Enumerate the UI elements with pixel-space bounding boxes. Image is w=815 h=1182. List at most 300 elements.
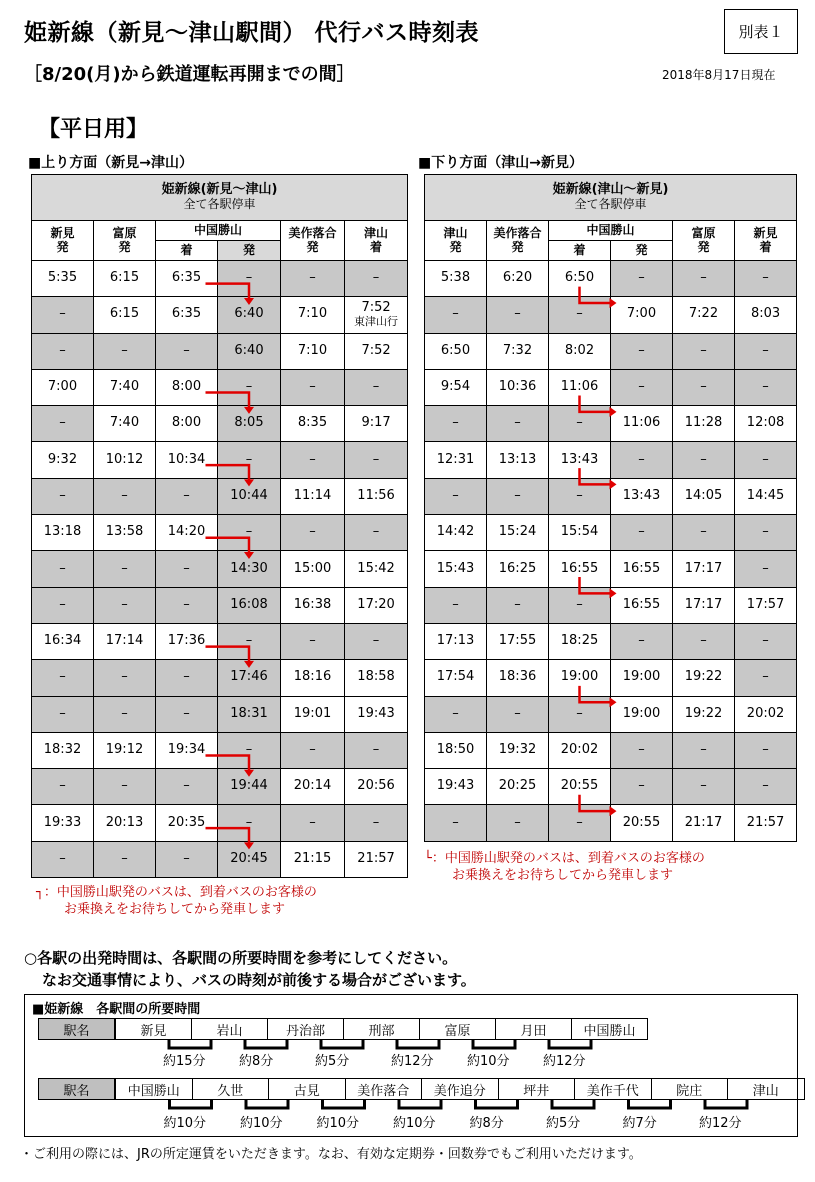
down-row <box>425 587 797 623</box>
station-name: 久世 <box>192 1078 270 1100</box>
down-cell: 11:28 <box>673 406 735 442</box>
down-cell: 19:22 <box>673 660 735 696</box>
up-cell: 7:00 <box>32 369 94 405</box>
travel-time-title: ■姫新線 各駅間の所要時間 <box>32 1002 201 1017</box>
down-table-title <box>425 175 797 221</box>
up-cell: 8:00 <box>156 406 218 442</box>
up-cell: 14:30 <box>218 551 281 587</box>
down-cell: 7:32 <box>487 333 549 369</box>
down-cell: – <box>611 261 673 297</box>
down-cell: – <box>487 297 549 333</box>
down-row <box>425 369 797 405</box>
up-cell: – <box>281 623 345 659</box>
up-cell: – <box>94 660 156 696</box>
down-cell: – <box>549 696 611 732</box>
up-cell: – <box>94 551 156 587</box>
up-line-name: 姫新線(新見～津山) <box>161 182 278 198</box>
up-cell: – <box>94 478 156 514</box>
down-cell: – <box>735 369 797 405</box>
up-col-tsuyama: 津山 着 <box>345 221 408 261</box>
weekday-heading: 【平日用】 <box>38 117 149 142</box>
up-row <box>32 442 408 478</box>
up-cell: 7:40 <box>94 369 156 405</box>
up-cell: 16:08 <box>218 587 281 623</box>
up-row <box>32 333 408 369</box>
up-cell: – <box>281 805 345 841</box>
down-cell: – <box>735 551 797 587</box>
appendix-label: 別表１ <box>724 9 798 54</box>
duration-label: 約8分 <box>469 1116 504 1131</box>
up-cell: 13:18 <box>32 515 94 551</box>
down-cell: 5:38 <box>425 261 487 297</box>
fare-footer: ・ご利用の際には、JRの所定運賃をいただきます。なお、有効な定期券・回数券でもご利用いただけます。 <box>20 1147 642 1162</box>
station-label: 駅名 <box>38 1018 115 1040</box>
page-title: 姫新線（新見～津山駅間） 代行バス時刻表 <box>24 20 480 46</box>
up-cell: 8:35 <box>281 406 345 442</box>
down-cell: 19:00 <box>549 660 611 696</box>
up-cell: – <box>32 660 94 696</box>
down-cell: 7:22 <box>673 297 735 333</box>
up-cell: – <box>281 515 345 551</box>
down-cell: 16:55 <box>611 587 673 623</box>
down-cell: 17:57 <box>735 587 797 623</box>
up-row <box>32 515 408 551</box>
up-cell: – <box>218 261 281 297</box>
down-cell: 17:17 <box>673 587 735 623</box>
up-cell: – <box>345 369 408 405</box>
up-cell: – <box>32 587 94 623</box>
up-cell: 21:15 <box>281 841 345 877</box>
down-col-tomihara: 富原 発 <box>673 221 735 261</box>
up-cell: – <box>218 732 281 768</box>
up-cell: 15:42 <box>345 551 408 587</box>
down-row <box>425 478 797 514</box>
down-cell: 10:36 <box>487 369 549 405</box>
duration-label: 約5分 <box>546 1116 581 1131</box>
station-name: 院庄 <box>651 1078 729 1100</box>
down-row <box>425 732 797 768</box>
down-cell: 16:25 <box>487 551 549 587</box>
up-cell: – <box>32 696 94 732</box>
down-cell: – <box>487 696 549 732</box>
up-cell: – <box>281 369 345 405</box>
down-cell: 17:17 <box>673 551 735 587</box>
up-cell: 20:56 <box>345 769 408 805</box>
down-cell: – <box>735 732 797 768</box>
down-cell: – <box>549 297 611 333</box>
station-name: 美作千代 <box>574 1078 652 1100</box>
down-cell: 8:02 <box>549 333 611 369</box>
up-cell: 7:10 <box>281 333 345 369</box>
down-line-name: 姫新線(津山～新見) <box>552 182 669 198</box>
up-direction-label: ■上り方面（新見→津山） <box>28 155 193 171</box>
down-cell: 14:42 <box>425 515 487 551</box>
up-cell: – <box>32 406 94 442</box>
station-name: 中国勝山 <box>115 1078 193 1100</box>
up-row <box>32 660 408 696</box>
up-transfer-note: ┐：中国勝山駅発のバスは、到着バスのお客様の お乗換えをお待ちしてから発車します <box>36 885 317 917</box>
up-cell: – <box>156 696 218 732</box>
down-cell: – <box>425 478 487 514</box>
duration-label: 約12分 <box>391 1054 434 1069</box>
down-cell: – <box>735 623 797 659</box>
down-row <box>425 696 797 732</box>
up-cell: 16:34 <box>32 623 94 659</box>
transfer-arrow-icon: └ <box>424 851 432 866</box>
down-cell: 19:00 <box>611 660 673 696</box>
up-cell: 17:20 <box>345 587 408 623</box>
up-cell: 7:10 <box>281 297 345 333</box>
down-cell: 18:25 <box>549 623 611 659</box>
up-cell: 6:15 <box>94 297 156 333</box>
down-cell: 17:55 <box>487 623 549 659</box>
down-cell: – <box>735 442 797 478</box>
station-name: 美作落合 <box>345 1078 423 1100</box>
down-col-tsuyama: 津山 発 <box>425 221 487 261</box>
up-row <box>32 369 408 405</box>
down-cell: – <box>611 369 673 405</box>
down-cell: 19:22 <box>673 696 735 732</box>
down-cell: 21:57 <box>735 805 797 841</box>
down-cell: – <box>549 587 611 623</box>
up-cell: – <box>156 587 218 623</box>
down-row <box>425 261 797 297</box>
down-cell: 12:08 <box>735 406 797 442</box>
up-row <box>32 769 408 805</box>
up-cell: 7:52 <box>345 333 408 369</box>
higashi-tsuyama-note: 東津山行 <box>354 315 399 329</box>
up-cell: 20:13 <box>94 805 156 841</box>
up-cell: – <box>32 841 94 877</box>
up-cell: 6:40 <box>218 297 281 333</box>
down-col-chugoku-arr: 着 <box>549 241 611 261</box>
up-cell: 18:58 <box>345 660 408 696</box>
down-cell: – <box>611 442 673 478</box>
up-cell: – <box>94 769 156 805</box>
down-cell: 13:43 <box>611 478 673 514</box>
up-cell: 9:32 <box>32 442 94 478</box>
up-row <box>32 841 408 877</box>
up-cell: 17:14 <box>94 623 156 659</box>
down-transfer-note: └：中国勝山駅発のバスは、到着バスのお客様の お乗換えをお待ちしてから発車します <box>424 851 705 883</box>
down-cell: – <box>673 333 735 369</box>
down-cell: – <box>425 297 487 333</box>
up-cell: 8:05 <box>218 406 281 442</box>
down-col-chugoku-dep: 発 <box>611 241 673 261</box>
up-cell: – <box>345 261 408 297</box>
up-cell: 19:12 <box>94 732 156 768</box>
down-cell: – <box>673 261 735 297</box>
down-cell: 7:00 <box>611 297 673 333</box>
up-col-chugoku-arr: 着 <box>156 241 218 261</box>
down-row <box>425 623 797 659</box>
up-cell: – <box>156 660 218 696</box>
down-cell: 21:17 <box>673 805 735 841</box>
down-cell: – <box>673 769 735 805</box>
station-name: 丹治部 <box>267 1018 344 1040</box>
down-cell: 14:45 <box>735 478 797 514</box>
up-cell: 21:57 <box>345 841 408 877</box>
station-name: 刑部 <box>343 1018 420 1040</box>
down-cell: – <box>673 369 735 405</box>
up-cell: – <box>281 261 345 297</box>
down-cell: 6:20 <box>487 261 549 297</box>
up-cell: 11:56 <box>345 478 408 514</box>
up-cell: – <box>94 696 156 732</box>
up-row <box>32 551 408 587</box>
up-cell: 6:15 <box>94 261 156 297</box>
down-cell: 15:54 <box>549 515 611 551</box>
down-cell: 18:36 <box>487 660 549 696</box>
duration-label: 約12分 <box>699 1116 742 1131</box>
up-row <box>32 478 408 514</box>
down-cell: – <box>549 406 611 442</box>
up-col-chugoku-dep: 発 <box>218 241 281 261</box>
up-cell: – <box>32 333 94 369</box>
up-cell: 14:20 <box>156 515 218 551</box>
up-cell: 11:14 <box>281 478 345 514</box>
as-of-date: 2018年8月17日現在 <box>662 68 776 82</box>
down-cell: 6:50 <box>549 261 611 297</box>
up-cell: 6:35 <box>156 261 218 297</box>
up-cell: – <box>32 551 94 587</box>
down-cell: 14:05 <box>673 478 735 514</box>
up-cell: – <box>345 732 408 768</box>
up-cell: – <box>94 841 156 877</box>
down-cell: – <box>611 769 673 805</box>
station-name: 月田 <box>495 1018 572 1040</box>
down-cell: – <box>735 261 797 297</box>
notice-line-2: なお交通事情により、バスの時刻が前後する場合がございます。 <box>42 971 476 989</box>
down-cell: – <box>487 478 549 514</box>
up-row <box>32 805 408 841</box>
down-row <box>425 406 797 442</box>
down-cell: 17:13 <box>425 623 487 659</box>
down-cell: 20:55 <box>611 805 673 841</box>
down-cell: 11:06 <box>611 406 673 442</box>
travel-time-notice <box>24 947 476 991</box>
down-row <box>425 297 797 333</box>
down-timetable <box>424 174 797 842</box>
down-cell: 13:13 <box>487 442 549 478</box>
up-cell: – <box>345 515 408 551</box>
duration-label: 約15分 <box>163 1054 206 1069</box>
up-cell: 7:52 東津山行 <box>345 297 408 333</box>
down-cell: 20:55 <box>549 769 611 805</box>
down-cell: – <box>673 732 735 768</box>
down-cell: – <box>611 732 673 768</box>
down-cell: 15:24 <box>487 515 549 551</box>
down-cell: – <box>425 587 487 623</box>
up-cell: 17:36 <box>156 623 218 659</box>
up-row <box>32 587 408 623</box>
up-cell: 19:01 <box>281 696 345 732</box>
up-cell: – <box>345 623 408 659</box>
up-cell: 16:38 <box>281 587 345 623</box>
up-cell: 6:40 <box>218 333 281 369</box>
down-cell: 16:55 <box>549 551 611 587</box>
station-name: 富原 <box>419 1018 496 1040</box>
down-cell: – <box>425 805 487 841</box>
down-cell: – <box>549 478 611 514</box>
up-cell: 17:46 <box>218 660 281 696</box>
up-cell: – <box>281 442 345 478</box>
period-subtitle: ［8/20(月)から鉄道運転再開までの間］ <box>24 64 355 85</box>
down-col-chugoku: 中国勝山 <box>549 221 673 241</box>
down-cell: 17:54 <box>425 660 487 696</box>
down-cell: 11:06 <box>549 369 611 405</box>
duration-label: 約10分 <box>393 1116 436 1131</box>
up-cell: – <box>218 515 281 551</box>
up-cell: 18:16 <box>281 660 345 696</box>
down-cell: 20:02 <box>549 732 611 768</box>
up-cell: – <box>32 478 94 514</box>
down-cell: 9:54 <box>425 369 487 405</box>
up-cell: – <box>218 442 281 478</box>
down-cell: – <box>673 442 735 478</box>
duration-label: 約5分 <box>315 1054 350 1069</box>
down-row <box>425 551 797 587</box>
station-name: 美作追分 <box>421 1078 499 1100</box>
duration-label: 約10分 <box>240 1116 283 1131</box>
up-cell: 18:31 <box>218 696 281 732</box>
up-cell: 19:34 <box>156 732 218 768</box>
up-cell: – <box>94 587 156 623</box>
up-cell: – <box>156 551 218 587</box>
up-all-stops: 全て各駅停車 <box>183 197 256 212</box>
up-cell: 20:14 <box>281 769 345 805</box>
down-row <box>425 515 797 551</box>
down-col-mimasaka: 美作落合 発 <box>487 221 549 261</box>
up-col-niimi: 新見 発 <box>32 221 94 261</box>
down-cell: – <box>425 406 487 442</box>
station-name: 岩山 <box>191 1018 268 1040</box>
down-cell: – <box>673 515 735 551</box>
up-cell: 20:35 <box>156 805 218 841</box>
up-cell: – <box>156 841 218 877</box>
up-row <box>32 696 408 732</box>
up-cell: 20:45 <box>218 841 281 877</box>
down-row <box>425 442 797 478</box>
up-row <box>32 623 408 659</box>
up-cell: 19:33 <box>32 805 94 841</box>
up-cell: – <box>94 333 156 369</box>
duration-label: 約7分 <box>622 1116 657 1131</box>
down-cell: – <box>611 623 673 659</box>
station-name: 中国勝山 <box>571 1018 648 1040</box>
up-cell: 19:44 <box>218 769 281 805</box>
down-row <box>425 769 797 805</box>
down-cell: – <box>611 333 673 369</box>
down-cell: 20:25 <box>487 769 549 805</box>
down-cell: – <box>735 333 797 369</box>
down-cell: – <box>735 515 797 551</box>
up-cell: 10:34 <box>156 442 218 478</box>
up-cell: 18:32 <box>32 732 94 768</box>
down-cell: – <box>735 769 797 805</box>
down-cell: – <box>487 587 549 623</box>
up-row <box>32 297 408 333</box>
station-name: 津山 <box>727 1078 805 1100</box>
up-cell: 5:35 <box>32 261 94 297</box>
down-cell: 8:03 <box>735 297 797 333</box>
station-name: 新見 <box>115 1018 192 1040</box>
up-col-chugoku: 中国勝山 <box>156 221 281 241</box>
down-cell: – <box>487 406 549 442</box>
down-row <box>425 805 797 841</box>
duration-label: 約12分 <box>543 1054 586 1069</box>
up-cell: 8:00 <box>156 369 218 405</box>
down-cell: – <box>487 805 549 841</box>
down-cell: – <box>549 805 611 841</box>
up-col-tomihara: 富原 発 <box>94 221 156 261</box>
down-cell: 12:31 <box>425 442 487 478</box>
up-cell: 6:35 <box>156 297 218 333</box>
up-cell: – <box>156 478 218 514</box>
down-cell: 20:02 <box>735 696 797 732</box>
up-cell: – <box>345 805 408 841</box>
down-cell: 18:50 <box>425 732 487 768</box>
duration-label: 約10分 <box>467 1054 510 1069</box>
up-cell: 7:40 <box>94 406 156 442</box>
down-direction-label: ■下り方面（津山→新見） <box>418 155 583 171</box>
up-cell: 10:44 <box>218 478 281 514</box>
down-cell: 15:43 <box>425 551 487 587</box>
down-cell: 16:55 <box>611 551 673 587</box>
up-cell: – <box>345 442 408 478</box>
up-cell: – <box>218 623 281 659</box>
duration-label: 約10分 <box>316 1116 360 1131</box>
down-row <box>425 333 797 369</box>
transfer-arrow-icon: ┐ <box>36 885 44 900</box>
up-table-title <box>32 175 408 221</box>
up-cell: – <box>156 333 218 369</box>
up-cell: 19:43 <box>345 696 408 732</box>
up-row <box>32 261 408 297</box>
up-timetable <box>31 174 408 878</box>
down-cell: – <box>673 623 735 659</box>
up-cell: 15:00 <box>281 551 345 587</box>
duration-label: 約8分 <box>239 1054 274 1069</box>
station-label: 駅名 <box>38 1078 115 1100</box>
down-cell: 13:43 <box>549 442 611 478</box>
up-row <box>32 732 408 768</box>
down-cell: – <box>611 515 673 551</box>
down-cell: 19:43 <box>425 769 487 805</box>
down-cell: 6:50 <box>425 333 487 369</box>
up-cell: – <box>32 769 94 805</box>
up-cell: 13:58 <box>94 515 156 551</box>
down-cell: 19:00 <box>611 696 673 732</box>
down-all-stops: 全て各駅停車 <box>574 197 647 212</box>
up-col-mimasaka: 美作落合 発 <box>281 221 345 261</box>
notice-line-1: ○各駅の出発時間は、各駅間の所要時間を参考にしてください。 <box>24 949 458 967</box>
up-cell: – <box>218 369 281 405</box>
down-row <box>425 660 797 696</box>
up-cell: – <box>218 805 281 841</box>
up-cell: 10:12 <box>94 442 156 478</box>
up-cell: – <box>281 732 345 768</box>
up-cell: 9:17 <box>345 406 408 442</box>
down-cell: – <box>425 696 487 732</box>
station-name: 古見 <box>268 1078 346 1100</box>
down-cell: – <box>735 660 797 696</box>
down-col-niimi: 新見 着 <box>735 221 797 261</box>
down-cell: 19:32 <box>487 732 549 768</box>
up-cell: – <box>156 769 218 805</box>
up-row <box>32 406 408 442</box>
up-cell: – <box>32 297 94 333</box>
